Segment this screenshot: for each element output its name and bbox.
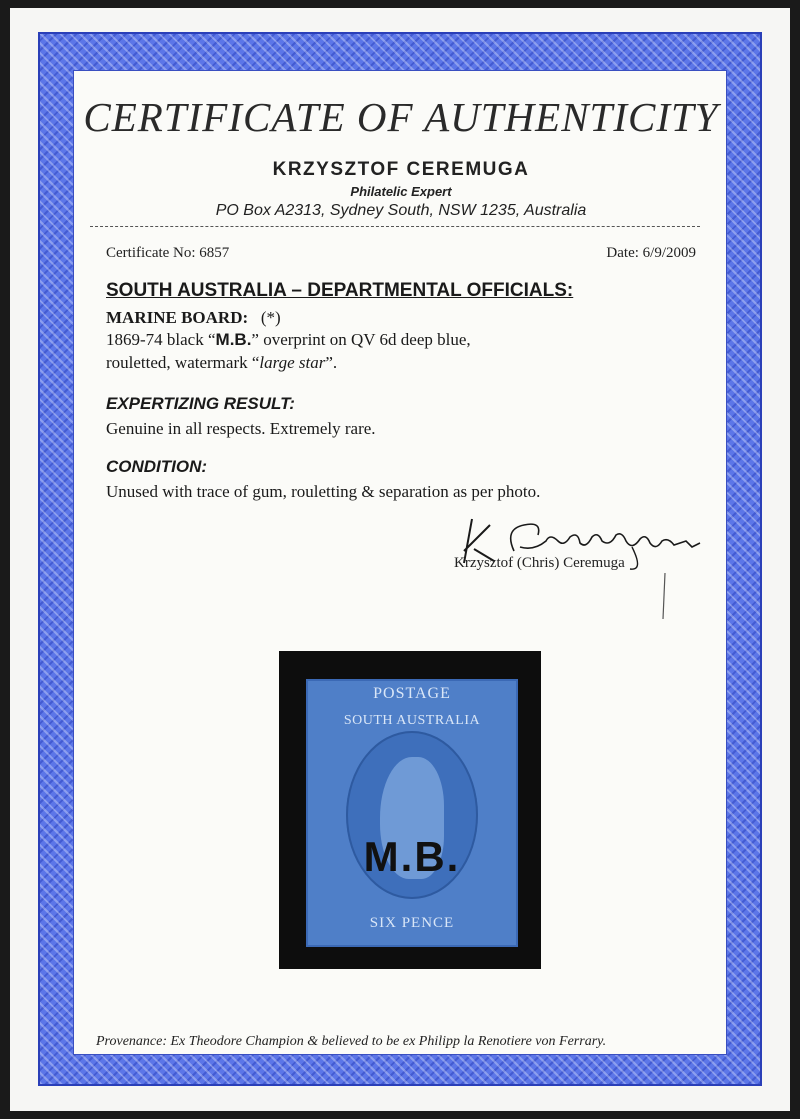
desc2-suffix: ”. [325,353,338,372]
stamp-country-text: SOUTH AUSTRALIA [343,713,481,728]
desc2-italic: large star [259,353,326,372]
signer-name: Krzysztof (Chris) Ceremuga [454,555,625,571]
description-line-1 [106,330,471,350]
board-line [106,308,281,328]
expert-address: PO Box A2313, Sydney South, NSW 1235, Australia [215,202,587,219]
expertizing-text: Genuine in all respects. Extremely rare. [106,419,376,438]
header-divider [90,226,700,227]
desc-suffix: ” overprint on QV 6d deep blue, [251,330,471,349]
desc2-prefix: rouletted, watermark “ [106,353,260,372]
stamp-top-text: POSTAGE [373,685,451,702]
desc-overprint: M.B. [215,330,252,349]
expert-role: Philatelic Expert [350,184,452,199]
condition-text: Unused with trace of gum, rouletting & separation as per photo. [106,482,541,501]
certificate-page [10,8,790,1111]
desc-prefix: 1869-74 black “ [106,330,216,349]
certificate-title: CERTIFICATE OF AUTHENTICITY [83,94,719,140]
certificate-number: Certificate No: 6857 [106,245,230,261]
pencil-mark-icon [659,571,671,621]
board-note: (*) [260,308,281,327]
provenance-text: Provenance: Ex Theodore Champion & believed to be ex Philipp la Renotiere von Ferrary. [96,1034,607,1049]
stamp-bottom-text: SIX PENCE [369,915,455,931]
stamp-overprint: M.B. [363,833,461,880]
certificate-date: Date: 6/9/2009 [606,245,696,261]
description-line-2 [106,353,337,373]
expert-name: KRZYSZTOF CEREMUGA [272,159,530,180]
certificate-panel [73,70,727,1055]
stamp-image [306,679,518,947]
condition-heading: CONDITION: [106,457,208,476]
board-label: MARINE BOARD: [106,308,249,327]
expertizing-heading: EXPERTIZING RESULT: [106,394,295,413]
country-heading: SOUTH AUSTRALIA – DEPARTMENTAL OFFICIALS: [106,280,574,301]
